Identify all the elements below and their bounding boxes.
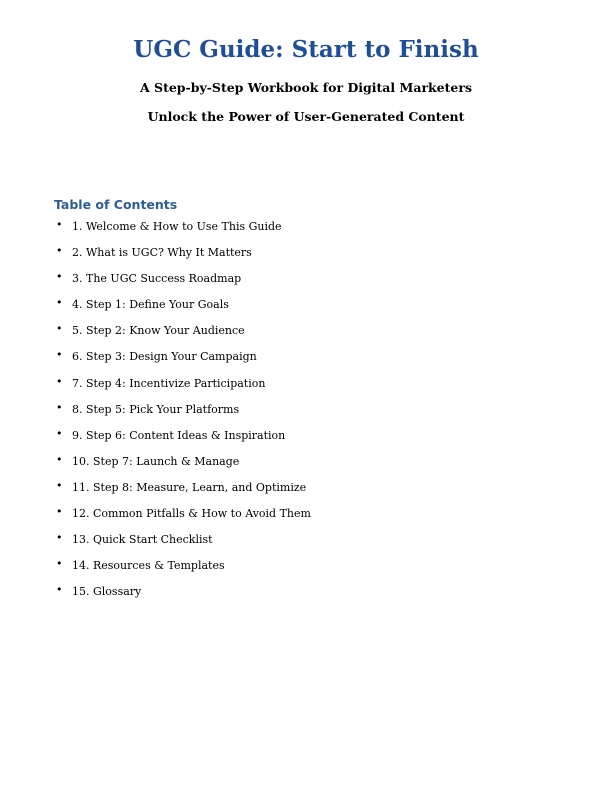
- bullet-icon: •: [56, 400, 63, 414]
- toc-item-label: 11. Step 8: Measure, Learn, and Optimize: [72, 480, 307, 494]
- toc-item-label: 7. Step 4: Incentivize Participation: [72, 376, 266, 390]
- toc-item-label: 5. Step 2: Know Your Audience: [72, 324, 245, 338]
- bullet-icon: •: [56, 322, 63, 336]
- bullet-icon: •: [56, 244, 63, 258]
- toc-item-label: 3. The UGC Success Roadmap: [72, 272, 242, 286]
- toc-heading: Table of Contents: [54, 197, 178, 212]
- toc-item-label: 1. Welcome & How to Use This Guide: [72, 220, 282, 233]
- toc-item-label: 4. Step 1: Define Your Goals: [72, 298, 229, 312]
- bullet-icon: •: [56, 270, 63, 284]
- bullet-icon: •: [56, 505, 63, 519]
- toc-item-label: 13. Quick Start Checklist: [72, 533, 213, 547]
- bullet-icon: •: [56, 531, 63, 545]
- bullet-icon: •: [56, 583, 63, 597]
- bullet-icon: •: [56, 374, 63, 388]
- toc-item-label: 6. Step 3: Design Your Campaign: [72, 350, 257, 364]
- bullet-icon: •: [56, 348, 63, 362]
- bullet-icon: •: [56, 557, 63, 571]
- toc-item-label: 9. Step 6: Content Ideas & Inspiration: [72, 428, 286, 442]
- toc-item-label: 2. What is UGC? Why It Matters: [72, 246, 252, 260]
- bullet-icon: •: [56, 218, 63, 231]
- toc-item-label: 10. Step 7: Launch & Manage: [72, 454, 240, 468]
- toc-item-label: 12. Common Pitfalls & How to Avoid Them: [72, 507, 311, 521]
- document-tagline: Unlock the Power of User-Generated Content: [147, 109, 465, 124]
- bullet-icon: •: [56, 296, 63, 310]
- toc-item-label: 14. Resources & Templates: [72, 559, 225, 573]
- toc-item-label: 8. Step 5: Pick Your Platforms: [72, 402, 240, 416]
- bullet-icon: •: [56, 452, 63, 466]
- document-title: UGC Guide: Start to Finish: [133, 36, 479, 63]
- bullet-icon: •: [56, 426, 63, 440]
- document-subtitle: A Step-by-Step Workbook for Digital Marketers: [140, 80, 472, 95]
- bullet-icon: •: [56, 478, 63, 492]
- toc-item-label: 15. Glossary: [72, 585, 142, 599]
